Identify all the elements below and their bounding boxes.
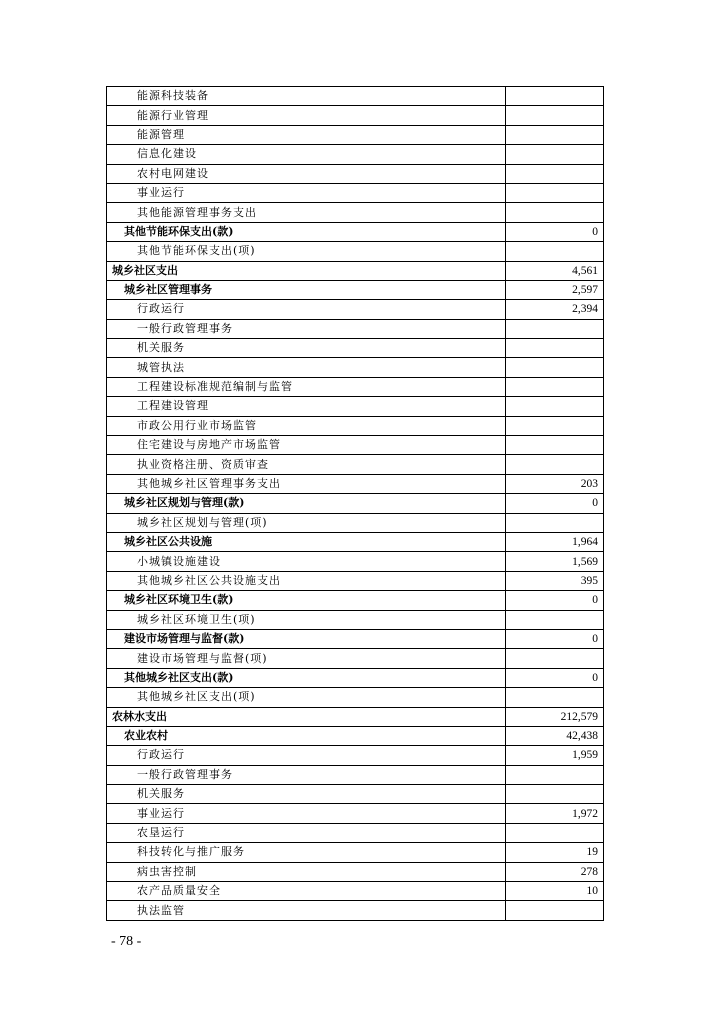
table-row: [107, 862, 604, 881]
row-name: 城乡社区规划与管理(项): [107, 513, 506, 532]
table-row: [107, 436, 604, 455]
row-value: [506, 242, 604, 261]
row-name: 事业运行: [107, 183, 506, 202]
row-name: 一般行政管理事务: [107, 319, 506, 338]
table-row: [107, 668, 604, 687]
table-row: [107, 339, 604, 358]
table-row: [107, 242, 604, 261]
row-value: [506, 125, 604, 144]
row-name: 城乡社区公共设施: [107, 532, 506, 551]
row-name: 其他城乡社区管理事务支出: [107, 474, 506, 493]
row-value: [506, 145, 604, 164]
row-name: 市政公用行业市场监管: [107, 416, 506, 435]
row-value: [506, 513, 604, 532]
row-name: 信息化建设: [107, 145, 506, 164]
row-name: 其他城乡社区支出(款): [107, 668, 506, 687]
table-row: [107, 416, 604, 435]
table-row: [107, 571, 604, 590]
table-row: [107, 552, 604, 571]
table-row: [107, 397, 604, 416]
table-row: [107, 765, 604, 784]
row-value: 10: [506, 882, 604, 901]
row-name: 一般行政管理事务: [107, 765, 506, 784]
table-row: [107, 358, 604, 377]
row-name: 农林水支出: [107, 707, 506, 726]
row-value: [506, 416, 604, 435]
row-value: [506, 339, 604, 358]
row-value: [506, 785, 604, 804]
row-value: [506, 203, 604, 222]
table-row: [107, 222, 604, 241]
row-name: 事业运行: [107, 804, 506, 823]
row-value: 1,569: [506, 552, 604, 571]
row-name: 能源管理: [107, 125, 506, 144]
row-value: 2,394: [506, 300, 604, 319]
row-value: 0: [506, 629, 604, 648]
row-name: 其他能源管理事务支出: [107, 203, 506, 222]
row-value: [506, 377, 604, 396]
row-value: [506, 183, 604, 202]
table-row: [107, 203, 604, 222]
row-name: 农垦运行: [107, 823, 506, 842]
table-row: [107, 319, 604, 338]
row-value: [506, 610, 604, 629]
table-row: [107, 843, 604, 862]
row-value: 0: [506, 591, 604, 610]
table-row: [107, 261, 604, 280]
row-name: 建设市场管理与监督(款): [107, 629, 506, 648]
row-name: 机关服务: [107, 339, 506, 358]
row-value: 0: [506, 668, 604, 687]
row-name: 其他节能环保支出(项): [107, 242, 506, 261]
row-name: 城乡社区规划与管理(款): [107, 494, 506, 513]
row-value: [506, 455, 604, 474]
row-value: [506, 901, 604, 920]
table-row: [107, 726, 604, 745]
row-name: 能源行业管理: [107, 106, 506, 125]
row-name: 住宅建设与房地产市场监管: [107, 436, 506, 455]
budget-table: [106, 86, 604, 921]
row-value: [506, 823, 604, 842]
table-row: [107, 106, 604, 125]
row-name: 其他城乡社区支出(项): [107, 688, 506, 707]
row-value: [506, 688, 604, 707]
table-row: [107, 300, 604, 319]
table-row: [107, 707, 604, 726]
table-row: [107, 629, 604, 648]
row-name: 城乡社区环境卫生(款): [107, 591, 506, 610]
table-row: [107, 280, 604, 299]
table-row: [107, 649, 604, 668]
row-value: [506, 436, 604, 455]
table-row: [107, 823, 604, 842]
row-name: 农业农村: [107, 726, 506, 745]
row-name: 工程建设标准规范编制与监管: [107, 377, 506, 396]
table-row: [107, 610, 604, 629]
row-value: [506, 649, 604, 668]
table-row: [107, 455, 604, 474]
row-value: [506, 87, 604, 106]
row-name: 农产品质量安全: [107, 882, 506, 901]
row-value: [506, 397, 604, 416]
row-name: 执业资格注册、资质审查: [107, 455, 506, 474]
row-value: 278: [506, 862, 604, 881]
row-name: 其他节能环保支出(款): [107, 222, 506, 241]
row-name: 其他城乡社区公共设施支出: [107, 571, 506, 590]
row-name: 小城镇设施建设: [107, 552, 506, 571]
row-value: 1,972: [506, 804, 604, 823]
row-value: 0: [506, 494, 604, 513]
table-row: [107, 591, 604, 610]
row-name: 执法监管: [107, 901, 506, 920]
row-value: [506, 319, 604, 338]
table-row: [107, 145, 604, 164]
row-value: 4,561: [506, 261, 604, 280]
row-name: 行政运行: [107, 300, 506, 319]
row-value: [506, 358, 604, 377]
table-row: [107, 785, 604, 804]
row-value: [506, 765, 604, 784]
row-name: 能源科技装备: [107, 87, 506, 106]
table-row: [107, 746, 604, 765]
table-row: [107, 474, 604, 493]
row-name: 建设市场管理与监督(项): [107, 649, 506, 668]
table-row: [107, 532, 604, 551]
table-row: [107, 882, 604, 901]
table-row: [107, 513, 604, 532]
table-row: [107, 87, 604, 106]
row-value: 19: [506, 843, 604, 862]
table-row: [107, 494, 604, 513]
table-row: [107, 183, 604, 202]
page-number: - 78 -: [111, 934, 142, 949]
row-name: 城管执法: [107, 358, 506, 377]
row-name: 机关服务: [107, 785, 506, 804]
row-name: 农村电网建设: [107, 164, 506, 183]
row-name: 行政运行: [107, 746, 506, 765]
row-value: 42,438: [506, 726, 604, 745]
row-name: 城乡社区管理事务: [107, 280, 506, 299]
row-name: 城乡社区环境卫生(项): [107, 610, 506, 629]
table-row: [107, 901, 604, 920]
table-row: [107, 125, 604, 144]
budget-table-body: [107, 87, 604, 921]
row-name: 城乡社区支出: [107, 261, 506, 280]
row-value: [506, 164, 604, 183]
row-value: 212,579: [506, 707, 604, 726]
row-name: 工程建设管理: [107, 397, 506, 416]
table-row: [107, 164, 604, 183]
row-value: 395: [506, 571, 604, 590]
row-value: 203: [506, 474, 604, 493]
row-name: 科技转化与推广服务: [107, 843, 506, 862]
row-value: [506, 106, 604, 125]
row-value: 1,959: [506, 746, 604, 765]
table-row: [107, 804, 604, 823]
table-row: [107, 377, 604, 396]
row-value: 0: [506, 222, 604, 241]
row-value: 2,597: [506, 280, 604, 299]
table-row: [107, 688, 604, 707]
row-value: 1,964: [506, 532, 604, 551]
row-name: 病虫害控制: [107, 862, 506, 881]
